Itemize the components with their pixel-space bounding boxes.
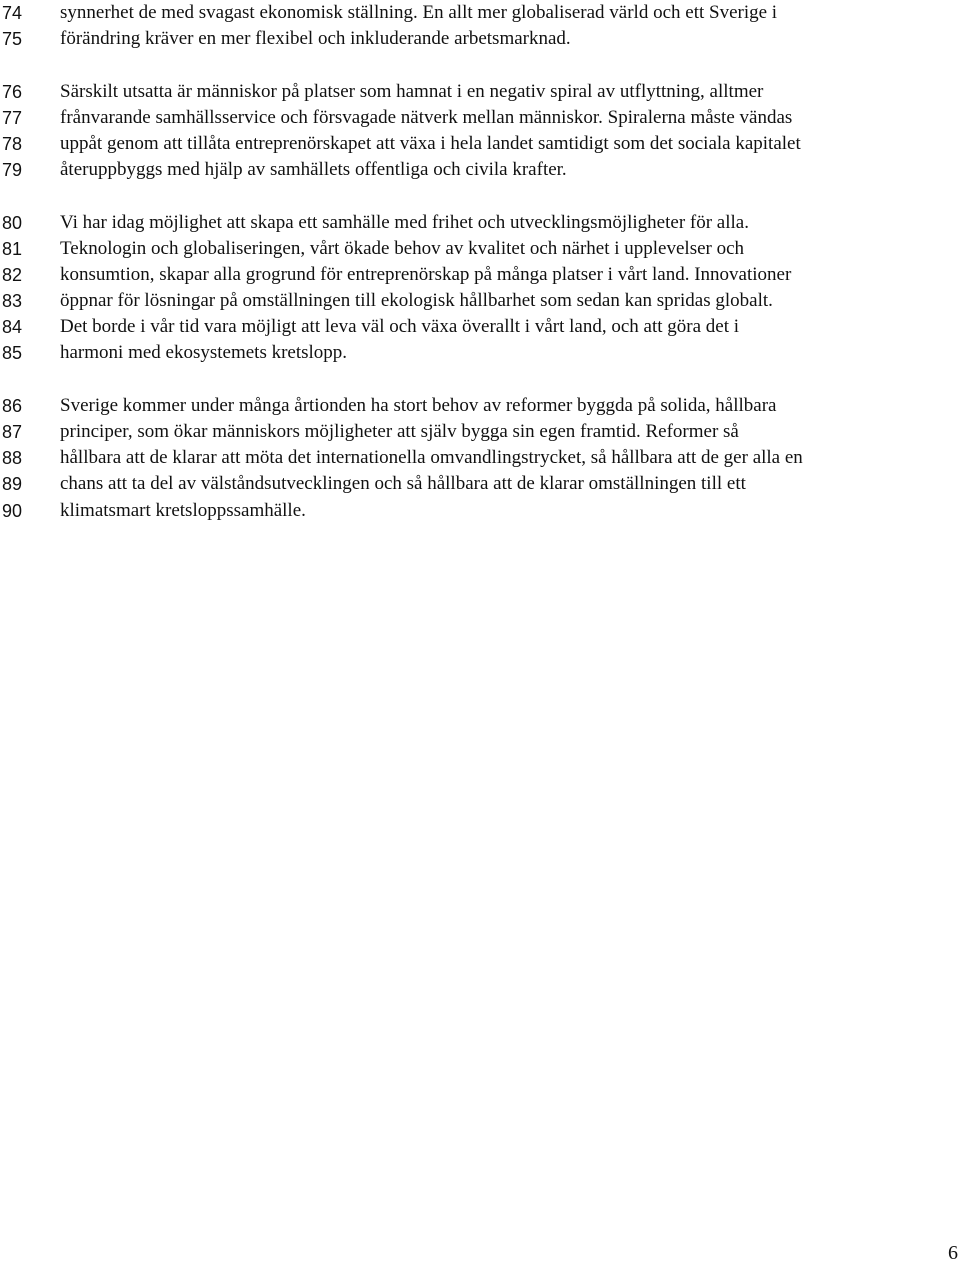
line-number: 85 [2, 343, 23, 364]
line-number: 81 [2, 238, 23, 259]
text-line: hållbara att de klarar att möta det internationella omvandlingstrycket, så hållbara att de ger alla en [60, 447, 803, 469]
line-number: 80 [2, 212, 23, 233]
line-number: 83 [2, 291, 23, 312]
line-number: 75 [2, 29, 23, 50]
text-line: återuppbyggs med hjälp av samhällets offentliga och civila krafter. [60, 159, 567, 181]
text-line: Sverige kommer under många årtionden ha stort behov av reformer byggda på solida, hållbara [60, 394, 777, 416]
text-line: förändring kräver en mer flexibel och inkluderande arbetsmarknad. [60, 28, 571, 50]
line-number: 88 [2, 448, 23, 469]
text-line: synnerhet de med svagast ekonomisk ställning. En allt mer globaliserad värld och ett Sverige i [60, 2, 778, 23]
line-number: 78 [2, 133, 23, 154]
line-number-gap [0, 52, 48, 78]
text-line: principer, som ökar människors möjligheter att själv bygga sin egen framtid. Reformer så [60, 421, 739, 442]
line-number: 74 [2, 3, 23, 23]
line-number: 86 [2, 395, 23, 416]
text-line: konsumtion, skapar alla grogrund för entreprenörskap på många platser i vårt land. Innovationer [60, 263, 792, 285]
line-number: 82 [2, 264, 23, 285]
paragraph-mojligheter [60, 210, 956, 367]
text-line: chans att ta del av välståndsutvecklingen och så hållbara att de klarar omställningen till ett [60, 473, 746, 495]
text-line: harmoni med ekosystemets kretslopp. [60, 342, 348, 364]
text-line: uppåt genom att tillåta entreprenörskapet att växa i hela landet samtidigt som det sociala kapitalet [60, 132, 801, 154]
document-body [60, 0, 956, 524]
text-line: öppnar för lösningar på omställningen till ekologisk hållbarhet som sedan kan spridas globalt. [60, 290, 773, 312]
line-number-column [0, 0, 48, 524]
line-number: 87 [2, 422, 23, 442]
text-line: Teknologin och globaliseringen, vårt ökade behov av kvalitet och närhet i upplevelser och [60, 237, 745, 259]
page-number: 6 [948, 1242, 958, 1264]
line-number: 77 [2, 107, 23, 128]
line-number: 84 [2, 317, 23, 338]
line-number-gap [0, 367, 48, 393]
text-line: klimatsmart kretsloppssamhälle. [60, 499, 306, 521]
line-number: 90 [2, 500, 23, 521]
line-number: 76 [2, 81, 23, 102]
text-line: Särskilt utsatta är människor på platser som hamnat i en negativ spiral av utflyttning, alltmer [60, 80, 764, 102]
line-number: 89 [2, 474, 23, 495]
text-line: frånvarande samhällsservice och försvagade nätverk mellan människor. Spiralerna måste vändas [60, 106, 793, 128]
line-number: 79 [2, 160, 23, 181]
paragraph-utsatta-platser [60, 79, 956, 184]
paragraph-arbetsmarknad [60, 0, 956, 52]
line-number-gap [0, 183, 48, 209]
text-line: Det borde i vår tid vara möjligt att leva väl och växa överallt i vårt land, och att göra det i [60, 316, 740, 338]
text-line: Vi har idag möjlighet att skapa ett samhälle med frihet och utvecklingsmöjligheter för alla. [60, 211, 749, 233]
paragraph-reformer [60, 393, 956, 524]
